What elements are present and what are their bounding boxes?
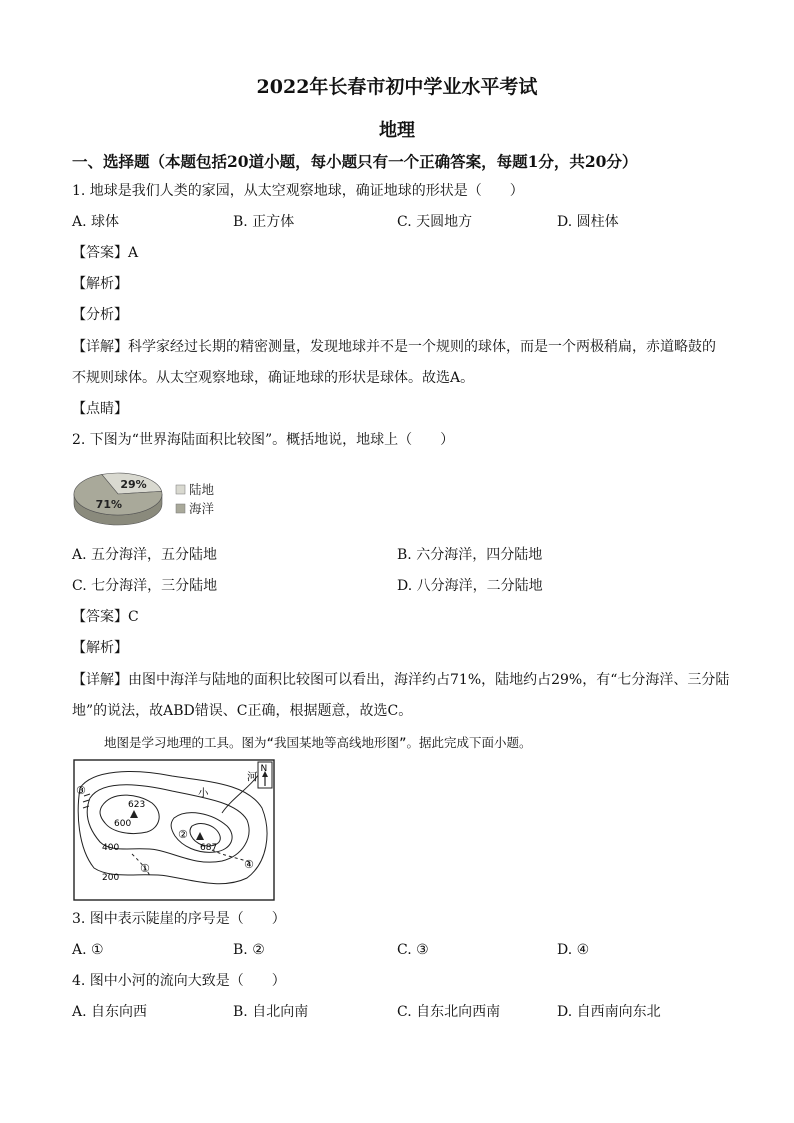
legend-swatch-sea: [176, 504, 185, 513]
q2-option-c: C. 七分海洋，三分陆地: [72, 578, 218, 594]
q4-option-b: B. 自北向南: [233, 1004, 309, 1020]
q1-option-c: C. 天圆地方: [397, 214, 473, 230]
marker-3: ③: [76, 784, 86, 797]
river-char-he: 河: [247, 771, 258, 783]
exam-title: 2022年长春市初中学业水平考试: [256, 76, 538, 98]
pie-chart-group: [74, 473, 162, 525]
q2-detail-line1: 【详解】由图中海洋与陆地的面积比较图可以看出，海洋约占71%，陆地约占29%，有“七分海洋、三分陆: [72, 672, 730, 688]
marker-1: ①: [140, 862, 150, 875]
pie-label-sea: 71%: [95, 497, 123, 511]
section-heading: 一、选择题（本题包括20道小题，每小题只有一个正确答案，每题1分，共20分）: [72, 152, 638, 171]
legend-label-sea: 海洋: [189, 501, 215, 516]
land-sea-pie-chart: [70, 462, 250, 537]
legend-label-land: 陆地: [189, 482, 215, 497]
map-intro: 地图是学习地理的工具。图为“我国某地等高线地形图”。据此完成下面小题。: [104, 735, 532, 750]
q1-detail-line1: 【详解】科学家经过长期的精密测量，发现地球并不是一个规则的球体，而是一个两极稍扁，赤道略鼓的: [72, 339, 716, 355]
contour-map: [72, 758, 278, 904]
q1-option-d: D. 圆柱体: [557, 214, 619, 230]
q3-option-a: A. ①: [72, 942, 104, 958]
marker-2: ②: [178, 828, 188, 841]
question-1-stem: 1. 地球是我们人类的家园，从太空观察地球，确证地球的形状是（ ）: [72, 183, 524, 199]
q1-option-b: B. 正方体: [233, 214, 295, 230]
contour-label-400: 400: [102, 843, 120, 853]
river-char-xiao: 小: [198, 787, 209, 799]
q3-option-d: D. ④: [557, 942, 590, 958]
q1-option-a: A. 球体: [72, 214, 120, 230]
q2-option-d: D. 八分海洋，二分陆地: [397, 578, 543, 594]
q2-option-a: A. 五分海洋，五分陆地: [72, 547, 218, 563]
question-3-stem: 3. 图中表示陡崖的序号是（ ）: [72, 911, 286, 927]
peak-label-687: 687: [200, 843, 218, 853]
q4-option-d: D. 自西南向东北: [557, 1004, 661, 1020]
contour-label-600: 600: [114, 819, 132, 829]
q1-dianjing: 【点睛】: [72, 401, 128, 417]
marker-4: ④: [244, 858, 254, 871]
q2-option-b: B. 六分海洋，四分陆地: [397, 547, 543, 563]
question-2-stem: 2. 下图为“世界海陆面积比较图”。概括地说，地球上（ ）: [72, 432, 455, 448]
pie-label-land: 29%: [120, 478, 147, 492]
q4-option-c: C. 自东北向西南: [397, 1004, 501, 1020]
q4-option-a: A. 自东向西: [72, 1004, 148, 1020]
question-4-stem: 4. 图中小河的流向大致是（ ）: [72, 973, 286, 989]
q1-detail-line2: 不规则球体。从太空观察地球，确证地球的形状是球体。故选A。: [72, 370, 475, 386]
q1-answer: 【答案】A: [72, 245, 139, 261]
subject-title: 地理: [379, 120, 415, 141]
legend-swatch-land: [176, 485, 185, 494]
contour-label-200: 200: [102, 873, 120, 883]
q2-answer: 【答案】C: [72, 609, 139, 625]
q1-jiexi: 【解析】: [72, 276, 128, 292]
q2-detail-line2: 地”的说法，故ABD错误、C正确，根据题意，故选C。: [72, 703, 413, 719]
q3-option-c: C. ③: [397, 942, 429, 958]
north-label: N: [260, 764, 268, 774]
peak-label-623: 623: [128, 800, 146, 810]
q3-option-b: B. ②: [233, 942, 265, 958]
q1-fenxi: 【分析】: [72, 307, 128, 323]
q2-jiexi: 【解析】: [72, 640, 128, 656]
